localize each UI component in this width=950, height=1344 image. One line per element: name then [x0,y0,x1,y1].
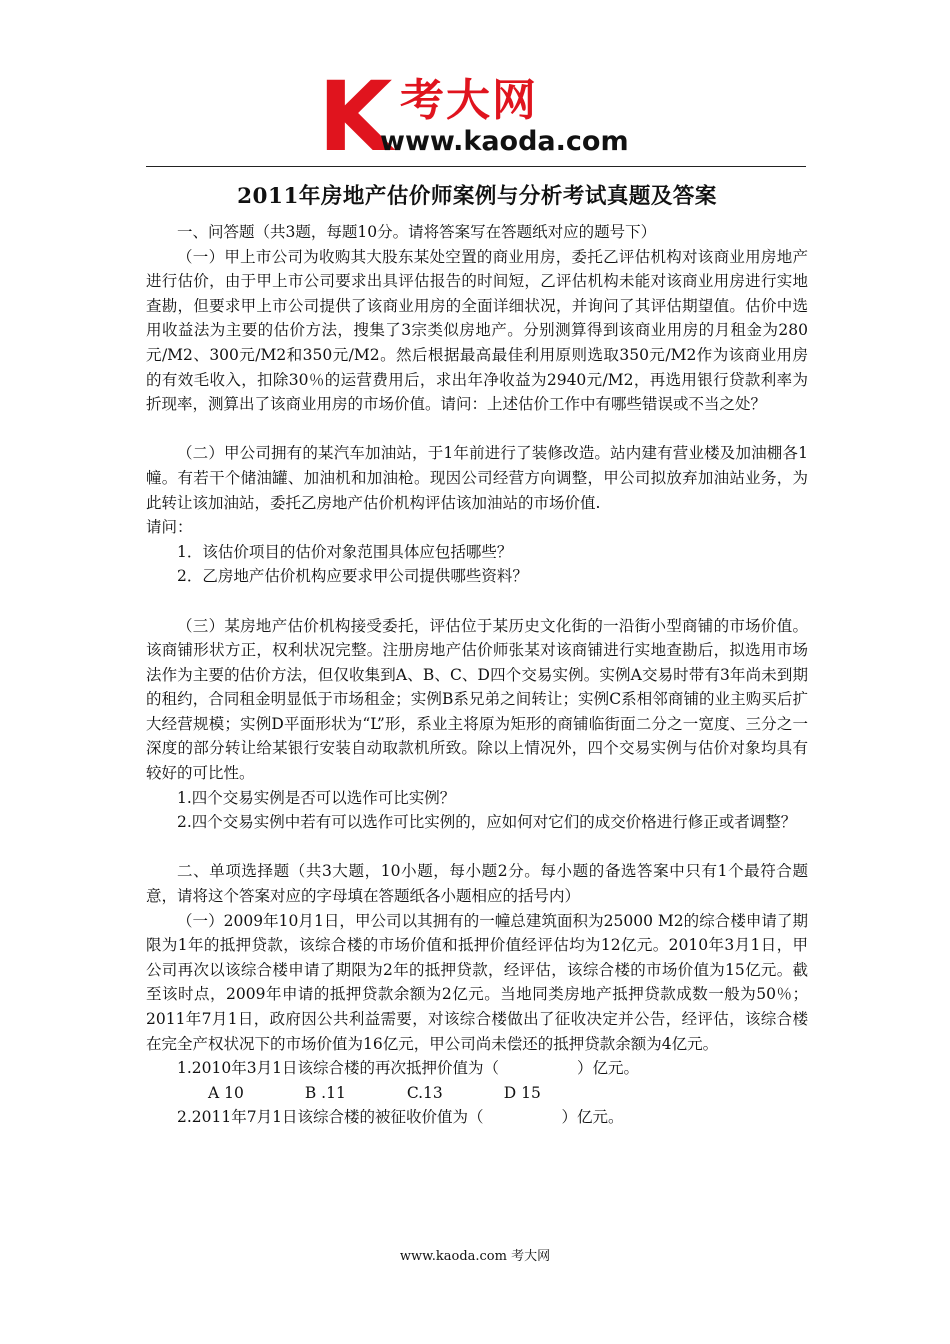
section1-heading: 一、问答题（共3题，每题10分。请将答案写在答题纸对应的题号下） [177,223,657,241]
sub-question-1-options [146,1081,808,1106]
document-title: 2011年房地产估价师案例与分析考试真题及答案 [237,184,717,209]
question-3-item-2: 2.四个交易实例中若有可以选作可比实例的，应如何对它们的成交价格进行修正或者调整？ [177,813,797,832]
spacer [146,589,808,614]
page-footer[interactable]: www.kaoda.com 考大网 [399,1249,551,1264]
sub-question-1-text: 1.2010年3月1日该综合楼的再次抵押价值为（ [177,1059,499,1078]
kaoda-logo[interactable] [318,61,644,173]
logo-url: www.kaoda.com [380,126,629,157]
option-d: D 15 [503,1083,541,1102]
sub-question-2-unit: ）亿元。 [561,1108,624,1127]
question-2-ask: 请问： [146,518,193,537]
section1-question-3: （三）某房地产估价机构接受委托，评估位于某历史文化街的一沿街小型商铺的市场价值。该商铺形状方正，权利状况完整。注册房地产估价师张某对该商铺进行实地查勘后，拟选用市场法作为主要的估价方法，但仅收集到A、B、C、D四个交易实例。实例A交易时带有3年尚未到期的租约，合同租金明显低于市场租金；实例B系兄弟之间转让；实例C系相邻商铺的业主购买后扩大经营规模；实例D平面形状为“L”形，系业主将原为矩形的商铺临街面二分之一宽度、三分之一深度的部分转让给某银行安装自动取款机所致。除以上情况外，四个交易实例与估价对象均具有较好的可比性。 [146,616,808,783]
sub-question-1 [146,1056,808,1081]
sub-question-2-text: 2.2011年7月1日该综合楼的被征收价值为（ [177,1108,484,1127]
logo-chinese-name: 考大网 [400,75,538,126]
question-2-item-2: 2．乙房地产估价机构应要求甲公司提供哪些资料？ [177,567,528,586]
spacer [146,417,808,442]
section1-question-2: （二）甲公司拥有的某汽车加油站，于1年前进行了装修改造。站内建有营业楼及加油棚各1幢。有若干个储油罐、加油机和加油枪。现因公司经营方向调整，甲公司拟放弃加油站业务，为此转让该加油站，委托乙房地产估价机构评估该加油站的市场价值. [146,444,808,512]
spacer [146,835,808,860]
sub-question-1-unit: ）亿元。 [576,1059,639,1078]
option-a: A 10 [208,1083,244,1102]
section2-question-1: （一）2009年10月1日，甲公司以其拥有的一幢总建筑面积为25000 M2的综合楼申请了期限为1年的抵押贷款，该综合楼的市场价值和抵押价值经评估均为12亿元。2010年3月1日，甲公司再次以该综合楼申请了期限为2年的抵押贷款，经评估，该综合楼的市场价值为15亿元。截至该时点，2009年申请的抵押贷款余额为2亿元。当地同类房地产抵押贷款成数一般为50％；2011年7月1日，政府因公共利益需要，对该综合楼做出了征收决定并公告，经评估，该综合楼在完全产权状况下的市场价值为16亿元，甲公司尚未偿还的抵押贷款余额为4亿元。 [146,911,808,1053]
option-b: B .11 [304,1083,346,1102]
section2-heading: 二、单项选择题（共3大题，10小题，每小题2分。每小题的备选答案中只有1个最符合题意，请将这个答案对应的字母填在答题纸各小题相应的括号内） [146,862,808,906]
logo-k-mark: K [318,61,389,173]
header-divider [146,166,806,167]
question-2-item-1: 1．该估价项目的估价对象范围具体应包括哪些？ [177,542,513,561]
option-c: C.13 [406,1083,443,1102]
sub-question-2 [146,1105,808,1130]
section1-question-1: （一）甲上市公司为收购其大股东某处空置的商业用房，委托乙评估机构对该商业用房地产进行估价，由于甲上市公司要求出具评估报告的时间短，乙评估机构未能对该商业用房进行实地查勘，但要求甲上市公司提供了该商业用房的全面详细状况，并询问了其评估期望值。估价中选用收益法为主要的估价方法，搜集了3宗类似房地产。分别测算得到该商业用房的月租金为280元/M2、300元/M2和350元/M2。然后根据最高最佳利用原则选取350元/M2作为该商业用房的有效毛收入，扣除30％的运营费用后，求出年净收益为2940元/M2，再选用银行贷款利率为折现率，测算出了该商业用房的市场价值。请问：上述估价工作中有哪些错误或不当之处？ [146,247,808,414]
document-body [146,180,808,1130]
question-3-item-1: 1.四个交易实例是否可以选作可比实例？ [177,788,456,807]
